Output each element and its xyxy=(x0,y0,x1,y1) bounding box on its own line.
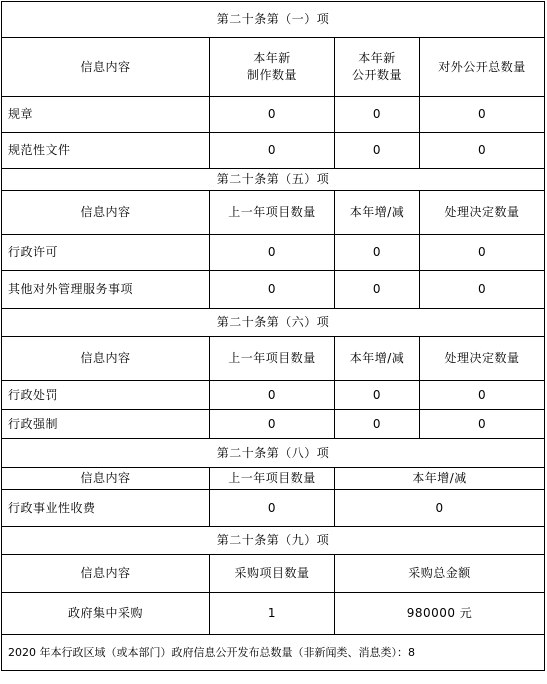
cell-value: 0 xyxy=(335,490,545,527)
cell-value: 0 xyxy=(210,490,335,527)
section-title-5: 第二十条第（五）项 xyxy=(2,169,545,191)
cell-value: 0 xyxy=(210,97,335,133)
cell-value: 0 xyxy=(420,97,545,133)
column-header-row xyxy=(2,337,545,381)
cell-value: 0 xyxy=(210,133,335,169)
column-header-row xyxy=(2,38,545,97)
row-label: 行政事业性收费 xyxy=(2,490,210,527)
header-year-change: 本年增/减 xyxy=(335,337,420,381)
section-title-8: 第二十条第（八）项 xyxy=(2,439,545,468)
header-info-content: 信息内容 xyxy=(2,468,210,490)
section-title-6: 第二十条第（六）项 xyxy=(2,309,545,337)
column-header-row xyxy=(2,191,545,235)
table-row xyxy=(2,593,545,635)
header-last-year-count: 上一年项目数量 xyxy=(210,191,335,235)
cell-value: 0 xyxy=(420,410,545,439)
cell-value: 0 xyxy=(335,235,420,271)
cell-value: 1 xyxy=(210,593,335,635)
column-header-row xyxy=(2,555,545,593)
table-row xyxy=(2,490,545,527)
cell-value: 0 xyxy=(420,381,545,410)
cell-value: 0 xyxy=(335,410,420,439)
header-info-content: 信息内容 xyxy=(2,191,210,235)
cell-value: 0 xyxy=(210,410,335,439)
header-info-content: 信息内容 xyxy=(2,38,210,97)
table-row xyxy=(2,97,545,133)
total-published-summary: 2020 年本行政区域（或本部门）政府信息公开发布总数量（非新闻类、消息类）：8 xyxy=(2,635,545,671)
header-decision-count: 处理决定数量 xyxy=(420,191,545,235)
section-title-1: 第二十条第（一）项 xyxy=(2,2,545,38)
cell-value: 0 xyxy=(335,271,420,309)
row-label: 规范性文件 xyxy=(2,133,210,169)
header-year-change: 本年增/减 xyxy=(335,468,545,490)
section-header-row xyxy=(2,169,545,191)
section-title-9: 第二十条第（九）项 xyxy=(2,527,545,555)
cell-value: 0 xyxy=(335,97,420,133)
header-total-published-count: 对外公开总数量 xyxy=(420,38,545,97)
table-row xyxy=(2,235,545,271)
table-row xyxy=(2,133,545,169)
column-header-row xyxy=(2,468,545,490)
cell-value: 0 xyxy=(420,235,545,271)
cell-value: 0 xyxy=(420,271,545,309)
row-label: 其他对外管理服务事项 xyxy=(2,271,210,309)
header-year-change: 本年增/减 xyxy=(335,191,420,235)
header-info-content: 信息内容 xyxy=(2,555,210,593)
cell-value: 0 xyxy=(420,133,545,169)
section-header-row xyxy=(2,439,545,468)
footer-row xyxy=(2,635,545,671)
row-label: 行政强制 xyxy=(2,410,210,439)
cell-value: 0 xyxy=(210,235,335,271)
row-label: 行政处罚 xyxy=(2,381,210,410)
header-purchase-amount: 采购总金额 xyxy=(335,555,545,593)
header-last-year-count: 上一年项目数量 xyxy=(210,337,335,381)
gov-info-disclosure-table xyxy=(1,1,545,671)
cell-value: 980000 元 xyxy=(335,593,545,635)
table-row xyxy=(2,381,545,410)
header-purchase-count: 采购项目数量 xyxy=(210,555,335,593)
row-label: 行政许可 xyxy=(2,235,210,271)
cell-value: 0 xyxy=(210,381,335,410)
table-row xyxy=(2,410,545,439)
header-new-published-count: 本年新 公开数量 xyxy=(335,38,420,97)
header-new-made-count: 本年新 制作数量 xyxy=(210,38,335,97)
table-row xyxy=(2,271,545,309)
row-label: 规章 xyxy=(2,97,210,133)
header-decision-count: 处理决定数量 xyxy=(420,337,545,381)
cell-value: 0 xyxy=(335,133,420,169)
section-header-row xyxy=(2,527,545,555)
header-last-year-count: 上一年项目数量 xyxy=(210,468,335,490)
section-header-row xyxy=(2,2,545,38)
cell-value: 0 xyxy=(210,271,335,309)
header-info-content: 信息内容 xyxy=(2,337,210,381)
row-label: 政府集中采购 xyxy=(2,593,210,635)
cell-value: 0 xyxy=(335,381,420,410)
section-header-row xyxy=(2,309,545,337)
